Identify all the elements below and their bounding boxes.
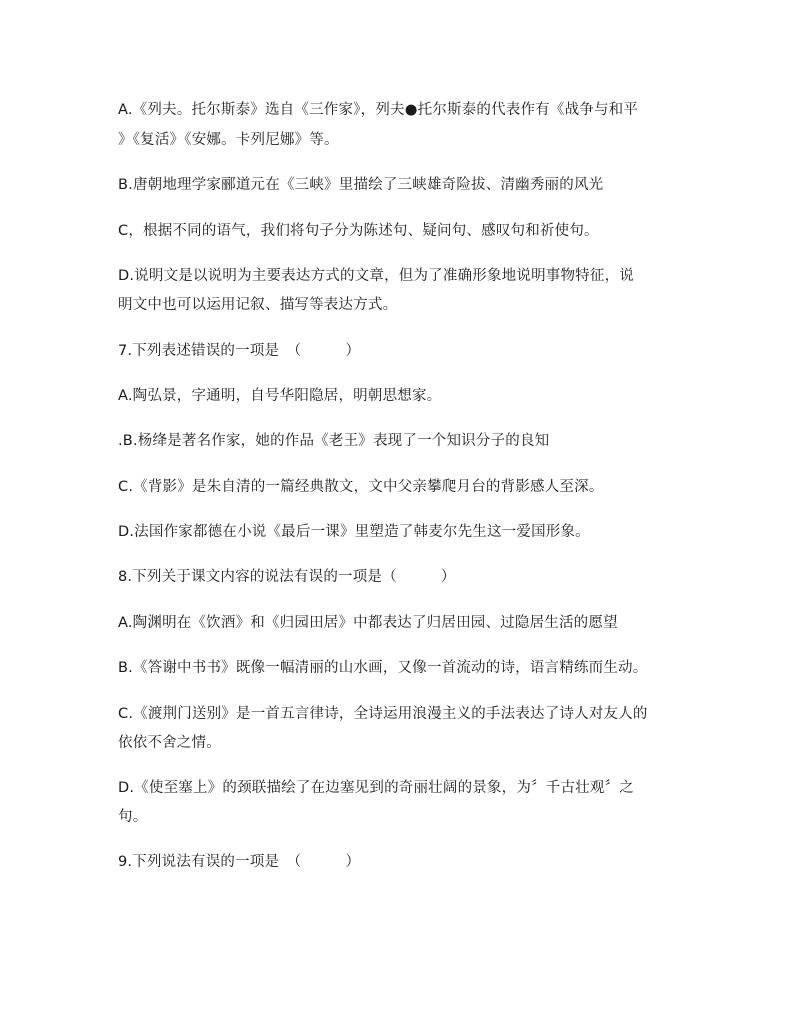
q9-stem: 9.下列说法有误的一项是 （ ）	[118, 854, 361, 870]
q7-option-b: .B.杨绛是著名作家，她的作品《老王》表现了一个知识分子的良知	[118, 433, 550, 449]
q6-option-b: B.唐朝地理学家郦道元在《三峡》里描绘了三峡雄奇险拔、清幽秀丽的风光	[118, 177, 604, 193]
q7-stem: 7.下列表述错误的一项是 （ ）	[118, 343, 361, 359]
q8-option-c-line-1: C.《渡荆门送别》是一首五言律诗，全诗运用浪漫主义的手法表达了诗人对友人的	[118, 706, 648, 722]
q7-option-c: C.《背影》是朱自清的一篇经典散文，文中父亲攀爬月台的背影感人至深。	[118, 479, 604, 495]
q8-option-c-line-2: 依依不舍之情。	[118, 735, 221, 751]
q6-option-a-line-1: A.《列夫。托尔斯泰》选自《三作家》，列夫●托尔斯泰的代表作有《战争与和平	[118, 102, 639, 118]
q6-option-a-line-2: 》《复活》《安娜。卡列尼娜》等。	[118, 132, 339, 148]
q8-option-d-line-1: D.《使至塞上》的颈联描绘了在边塞见到的奇丽壮阔的景象，为〞千古壮观〞之	[118, 780, 634, 796]
q6-option-d-line-2: 明文中也可以运用记叙、描写等表达方式。	[118, 297, 398, 313]
q7-option-a: A.陶弘景，字通明，自号华阳隐居，明朝思想家。	[118, 388, 442, 404]
q8-option-b: B.《答谢中书书》既像一幅清丽的山水画，又像一首流动的诗，语言精练而生动。	[118, 660, 648, 676]
q8-stem: 8.下列关于课文内容的说法有误的一项是（ ）	[118, 569, 456, 585]
q6-option-d-line-1: D.说明文是以说明为主要表达方式的文章，但为了准确形象地说明事物特征，说	[118, 268, 634, 284]
q6-option-c: C，根据不同的语气，我们将句子分为陈述句、疑问句、感叹句和祈使句。	[118, 223, 599, 239]
q8-option-a: A.陶渊明在《饮酒》和《归园田居》中都表达了归居田园、过隐居生活的愿望	[118, 615, 618, 631]
q8-option-d-line-2: 句。	[118, 809, 148, 825]
q7-option-d: D.法国作家都德在小说《最后一课》里塑造了韩麦尔先生这一爱国形象。	[118, 524, 590, 540]
